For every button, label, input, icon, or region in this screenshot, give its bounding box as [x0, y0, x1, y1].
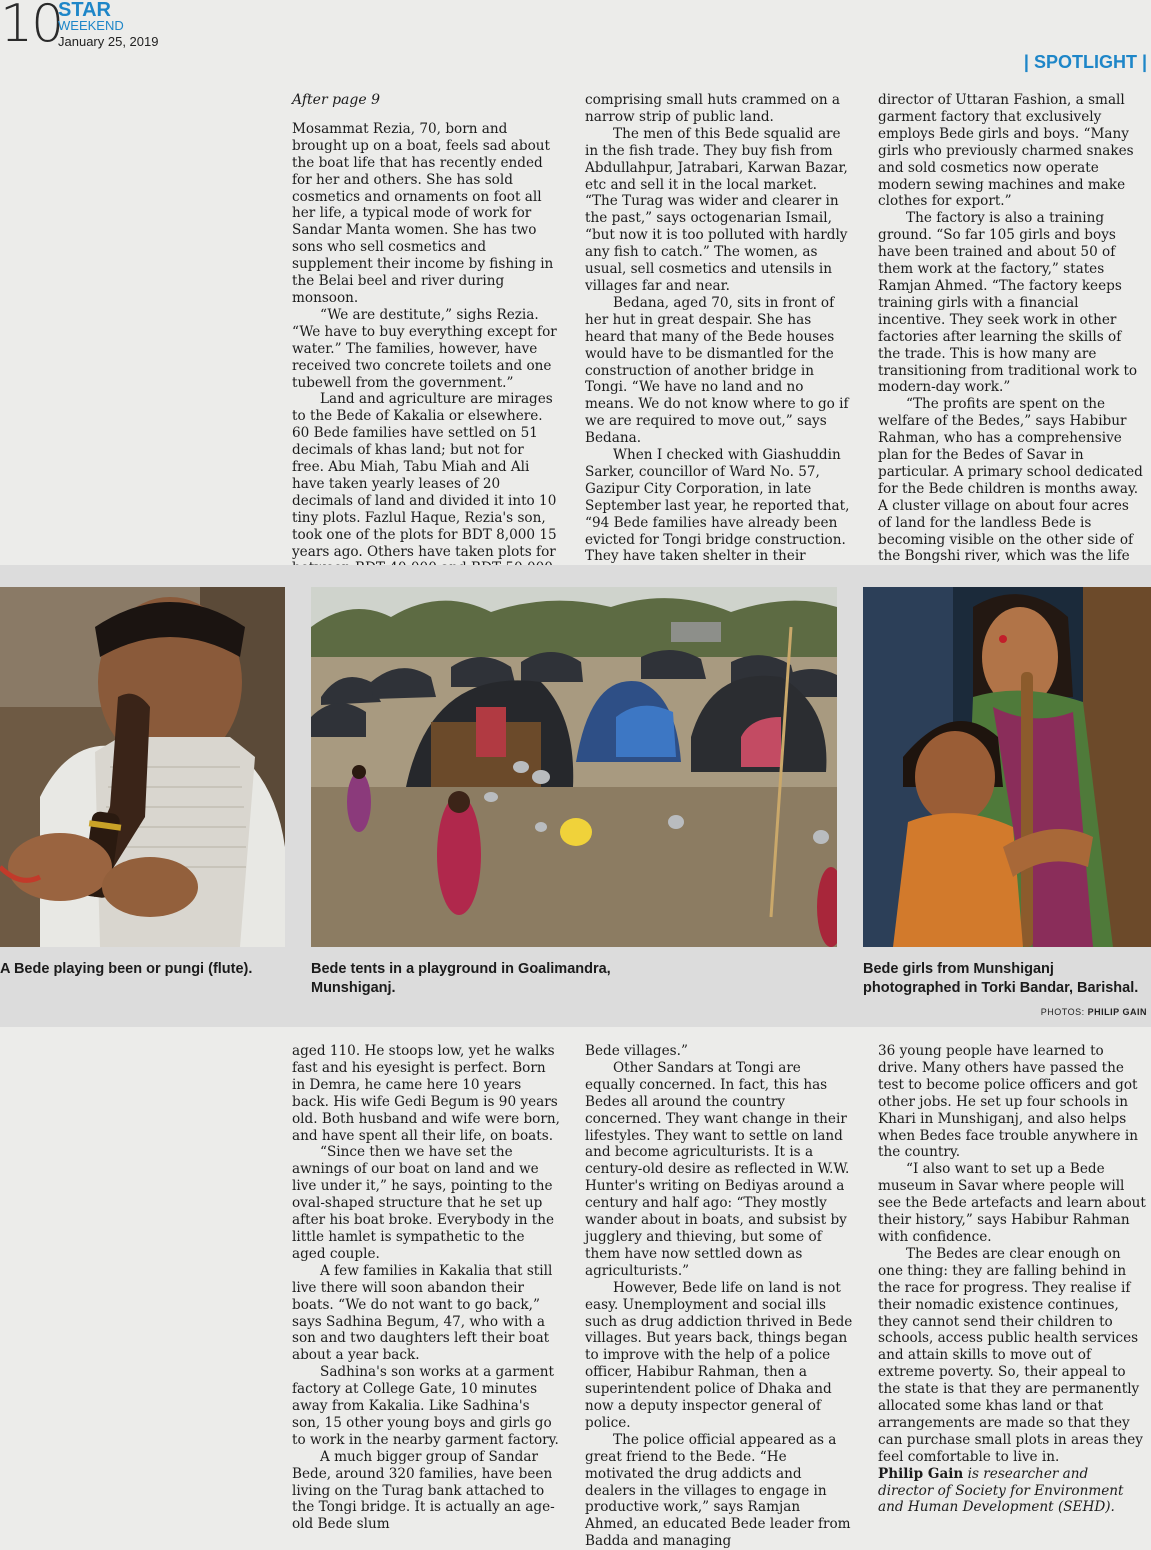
- paragraph: The men of this Bede squalid are in the fish trade. They buy fish from Abdullahpur, Jatrabari, Karwan Bazar, etc and sell it in the local market. “The Turag was wider and clearer in the past,” says octogenarian Ismail, “but now it is too polluted with hardly any fish to catch.” The women, as usual, sell cosmetics and utensils in villages far and near.: [585, 125, 848, 294]
- bottom-column-3: [878, 1043, 1146, 1516]
- paragraph: The factory is also a training ground. “So far 105 girls and boys have been trained and about 50 of them work at the factory,” states Ramjan Ahmed. “The factory keeps training girls with a financial incentive. They seek work in other factories after learning the skills of the trade. This is how many are transitioning from traditional work to modern-day work.”: [878, 210, 1138, 396]
- paragraph: The police official appeared as a great friend to the Bede. “He motivated the drug addicts and dealers in the villages to engage in productive work,” says Ramjan Ahmed, an educated Bede leader from Badda and managing: [585, 1431, 851, 1550]
- paragraph: Land and agriculture are mirages to the Bede of Kakalia or elsewhere. 60 Bede families have settled on 51 decimals of khas land; but not for free. Abu Miah, Tabu Miah and Ali have taken yearly leases of 20 decimals of land and divided it into 10 tiny plots. Fazlul Haque, Rezia's son, took one of the plots for BDT 8,000 15 years ago. Others have taken plots for: [292, 391, 557, 560]
- paragraph: “We are destitute,” sighs Rezia. “We have to buy everything except for water.” The families, however, have received two concrete toilets and one tubewell from the government.”: [292, 306, 557, 391]
- paragraph: A much bigger group of Sandar Bede, around 320 families, have been living on the Turag bank attached to the Tongi bridge. It is actually an age-old Bede slum: [292, 1448, 555, 1533]
- top-column-2: [585, 92, 853, 599]
- paragraph: Sadhina's son works at a garment factory at College Gate, 10 minutes away from Kakalia. Like Sadhina's son, 15 other young boys and girls go to work in the nearby garment factory.: [292, 1364, 559, 1448]
- credit-label: PHOTOS:: [1040, 1007, 1085, 1017]
- caption-tents: Bede tents in a playground in Goalimandra, Munshiganj.: [311, 961, 611, 996]
- paragraph: director of Uttaran Fashion, a small garment factory that exclusively employs Bede girls and boys. “Many girls who previously charmed snakes and sold cosmetics now operate modern sewing machines and make clothes for export.”: [878, 92, 1134, 210]
- continuation-note: After page 9: [292, 92, 381, 108]
- masthead-weekend: WEEKEND: [58, 18, 124, 33]
- paragraph: The Bedes are clear enough on one thing: they are falling behind in the race for progress. They realise if their nomadic existence continues, they cannot send their children to schools, access public health services and attain skills to move out of extreme poverty. So, their appeal to the state is that they are permanently allocated some khas land or that arrangements are made so that they can purchase small plots in areas they feel comfortable to live in.: [878, 1245, 1143, 1465]
- paragraph: When I checked with Giashuddin Sarker, councillor of Ward No. 57, Gazipur City Corporation, in late September last year, he reported that, “94 Bede families have already been evicted for Tongi bridge construction. They have taken shelter in their: [585, 447, 850, 565]
- paragraph: “The profits are spent on the welfare of the Bedes,” says Habibur Rahman, who has a comprehensive plan for the Bedes of Savar in particular. A primary school dedicated for the Bede children is months away. A cluster village on about four acres of land for the landless Bede is becoming visible on the other side of the Bongshi river, which was the life: [878, 396, 1143, 565]
- paragraph: Other Sandars at Tongi are equally concerned. In fact, this has Bedes all around the country concerned. They want change in their lifestyles. They want to settle on land and become agriculturists. It is a century-old desire as reflected in W.W. Hunter's writing on Bediyas around a century and half ago: “They mostly wander about in boats, and subsist by jugglery and thieving, but some of them have now settled down as agriculturists.”: [585, 1059, 850, 1279]
- caption-girls: Bede girls from Munshiganj photographed in Torki Bandar, Barishal.: [863, 961, 1139, 996]
- paragraph: “Since then we have set the awnings of our boat on land and we live under it,” he says, pointing to the oval-shaped structure that he set up after his boat broke. Everybody in the little hamlet is sympathetic to the aged couple.: [292, 1144, 555, 1262]
- section-label: | SPOTLIGHT |: [1023, 52, 1147, 72]
- top-column-3: [878, 92, 1146, 599]
- paragraph: comprising small huts crammed on a narrow strip of public land.: [585, 92, 841, 125]
- issue-date: January 25, 2019: [58, 34, 159, 49]
- paragraph: However, Bede life on land is not easy. Unemployment and social ills such as drug addiction thrived in Bede villages. But years back, things began to improve with the help of a police officer, Habibur Rahman, then a superintendent police of Dhaka and now a deputy inspector general of police.: [585, 1279, 853, 1431]
- paragraph: Bede villages.”: [585, 1043, 688, 1059]
- paragraph: Bedana, aged 70, sits in front of her hut in great despair. She has heard that many of the Bede houses would have to be dismantled for the construction of another bridge in Tongi. “We have no land and no means. We do not know where to go if we are required to move out,” says Bedana.: [585, 294, 849, 447]
- caption-flute: A Bede playing been or pungi (flute).: [0, 961, 253, 977]
- photo-credit: [1041, 1007, 1147, 1017]
- paragraph: aged 110. He stoops low, yet he walks fast and his eyesight is perfect. Born in Demra, he came here 10 years back. His wife Gedi Begum is 90 years old. Both husband and wife were born, and have spent all their life, on boats.: [292, 1043, 560, 1144]
- bottom-column-1: [292, 1043, 560, 1533]
- author-byline: [878, 1466, 1146, 1517]
- top-column-1: [292, 92, 560, 594]
- bottom-column-2: [585, 1043, 853, 1550]
- masthead-star: STAR: [58, 0, 111, 21]
- credit-name: PHILIP GAIN: [1087, 1007, 1147, 1017]
- photo-bede-tents: [311, 587, 837, 947]
- paragraph: “I also want to set up a Bede museum in Savar where people will see the Bede artefacts and learn about their history,” says Habibur Rahman with confidence.: [878, 1161, 1146, 1245]
- photo-flute-player: [0, 587, 285, 947]
- author-bio: is researcher and director of Society for Environment and Human Development (SEHD).: [878, 1465, 1124, 1516]
- photo-bede-girls: [863, 587, 1151, 947]
- paragraph: A few families in Kakalia that still live there will soon abandon their boats. “We do not want to go back,” says Sadhina Begum, 47, who with a son and two daughters left their boat about a year back.: [292, 1262, 553, 1364]
- author-name: Philip Gain: [878, 1465, 964, 1482]
- paragraph: Mosammat Rezia, 70, born and brought up on a boat, feels sad about the boat life that has recently ended for her and others. She has sold cosmetics and ornaments on foot all her life, a typical mode of work for Sandar Manta women. She has two sons who sell cosmetics and supplement their income by fishing in the Belai beel and river during monsoon.: [292, 120, 554, 306]
- page-number: 10: [0, 0, 63, 54]
- paragraph: 36 young people have learned to drive. Many others have passed the test to become police officers and got other jobs. He set up four schools in Khari in Munshiganj, and also helps when Bedes face trouble anywhere in the country.: [878, 1043, 1138, 1161]
